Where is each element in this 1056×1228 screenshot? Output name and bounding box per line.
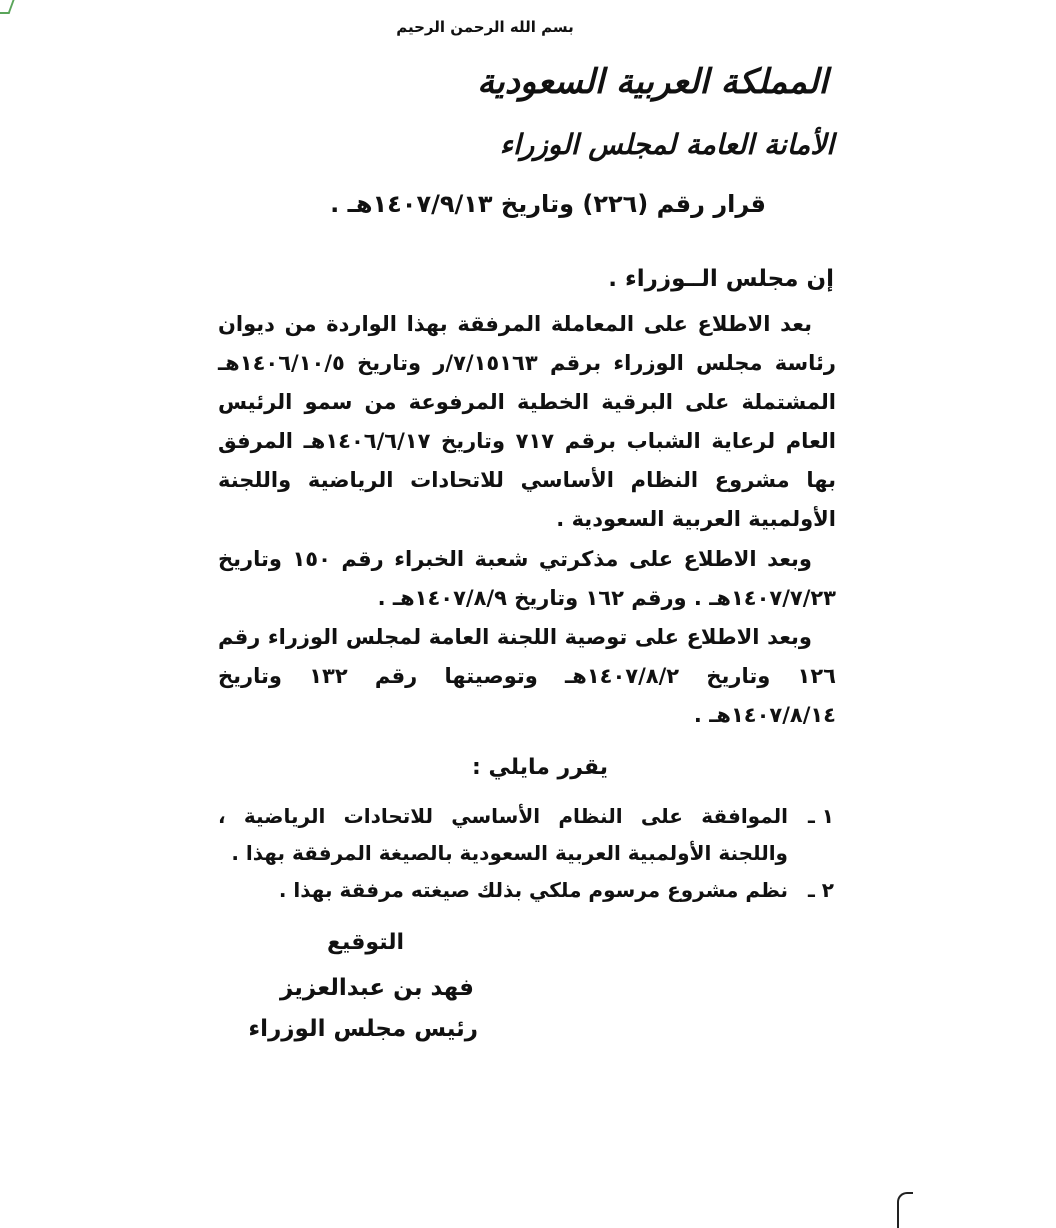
kingdom-letterhead: المملكة العربية السعودية [477, 62, 828, 102]
resolution-items [218, 798, 834, 909]
basmala: بسم الله الرحمن الرحيم [396, 18, 574, 36]
secretariat-letterhead: الأمانة العامة لمجلس الوزراء [499, 128, 834, 161]
decision-title: قرار رقم (٢٢٦) وتاريخ ١٤٠٧/٩/١٣هـ . [330, 190, 766, 218]
council-heading: إن مجلس الــوزراء . [608, 266, 834, 292]
signatory-name: فهد بن عبدالعزيز [279, 975, 474, 1001]
signature-label: التوقيع [327, 930, 404, 955]
signatory-title: رئيس مجلس الوزراء [248, 1016, 478, 1042]
item-number: ١ ـ [807, 804, 834, 828]
paragraph-3-text: وبعد الاطلاع على توصية اللجنة العامة لمجلس الوزراء رقم ١٢٦ وتاريخ ١٤٠٧/٨/٢هـ وتوصيتها رقم ١٣٢ وتاريخ ١٤٠٧/٨/١٤هـ . [218, 625, 836, 727]
paragraph-2-text: وبعد الاطلاع على مذكرتي شعبة الخبراء رقم ١٥٠ وتاريخ ١٤٠٧/٧/٢٣هـ . ورقم ١٦٢ وتاريخ ١٤٠٧/٨/٩هـ . [218, 547, 836, 610]
paragraph-2 [218, 540, 836, 618]
resolution-item [218, 798, 834, 872]
resolution-item [218, 872, 834, 909]
paragraph-1-text: بعد الاطلاع على المعاملة المرفقة بهذا الواردة من ديوان رئاسة مجلس الوزراء برقم ٧/١٥١٦٣/ر وتاريخ ١٤٠٦/١٠/٥هـ المشتملة على البرقية الخطية المرفوعة من سمو الرئيس العام لرعاية الشباب برقم ٧١٧ وتاريخ ١٤٠٦/٦/١٧هـ المرفق بها مشروع النظام الأساسي للاتحادات الرياضية واللجنة الأولمبية العربية السعودية . [218, 312, 836, 531]
resolves-heading: يقرر مايلي : [472, 755, 608, 780]
item-text: الموافقة على النظام الأساسي للاتحادات الرياضية ، واللجنة الأولمبية العربية السعودية بالصيغة المرفقة بهذا . [218, 804, 788, 865]
corner-check-mark [0, 0, 15, 14]
item-text: نظم مشروع مرسوم ملكي بذلك صيغته مرفقة بهذا . [278, 878, 788, 902]
paragraph-3 [218, 618, 836, 735]
item-number: ٢ ـ [807, 878, 834, 902]
paragraph-1 [218, 305, 836, 539]
